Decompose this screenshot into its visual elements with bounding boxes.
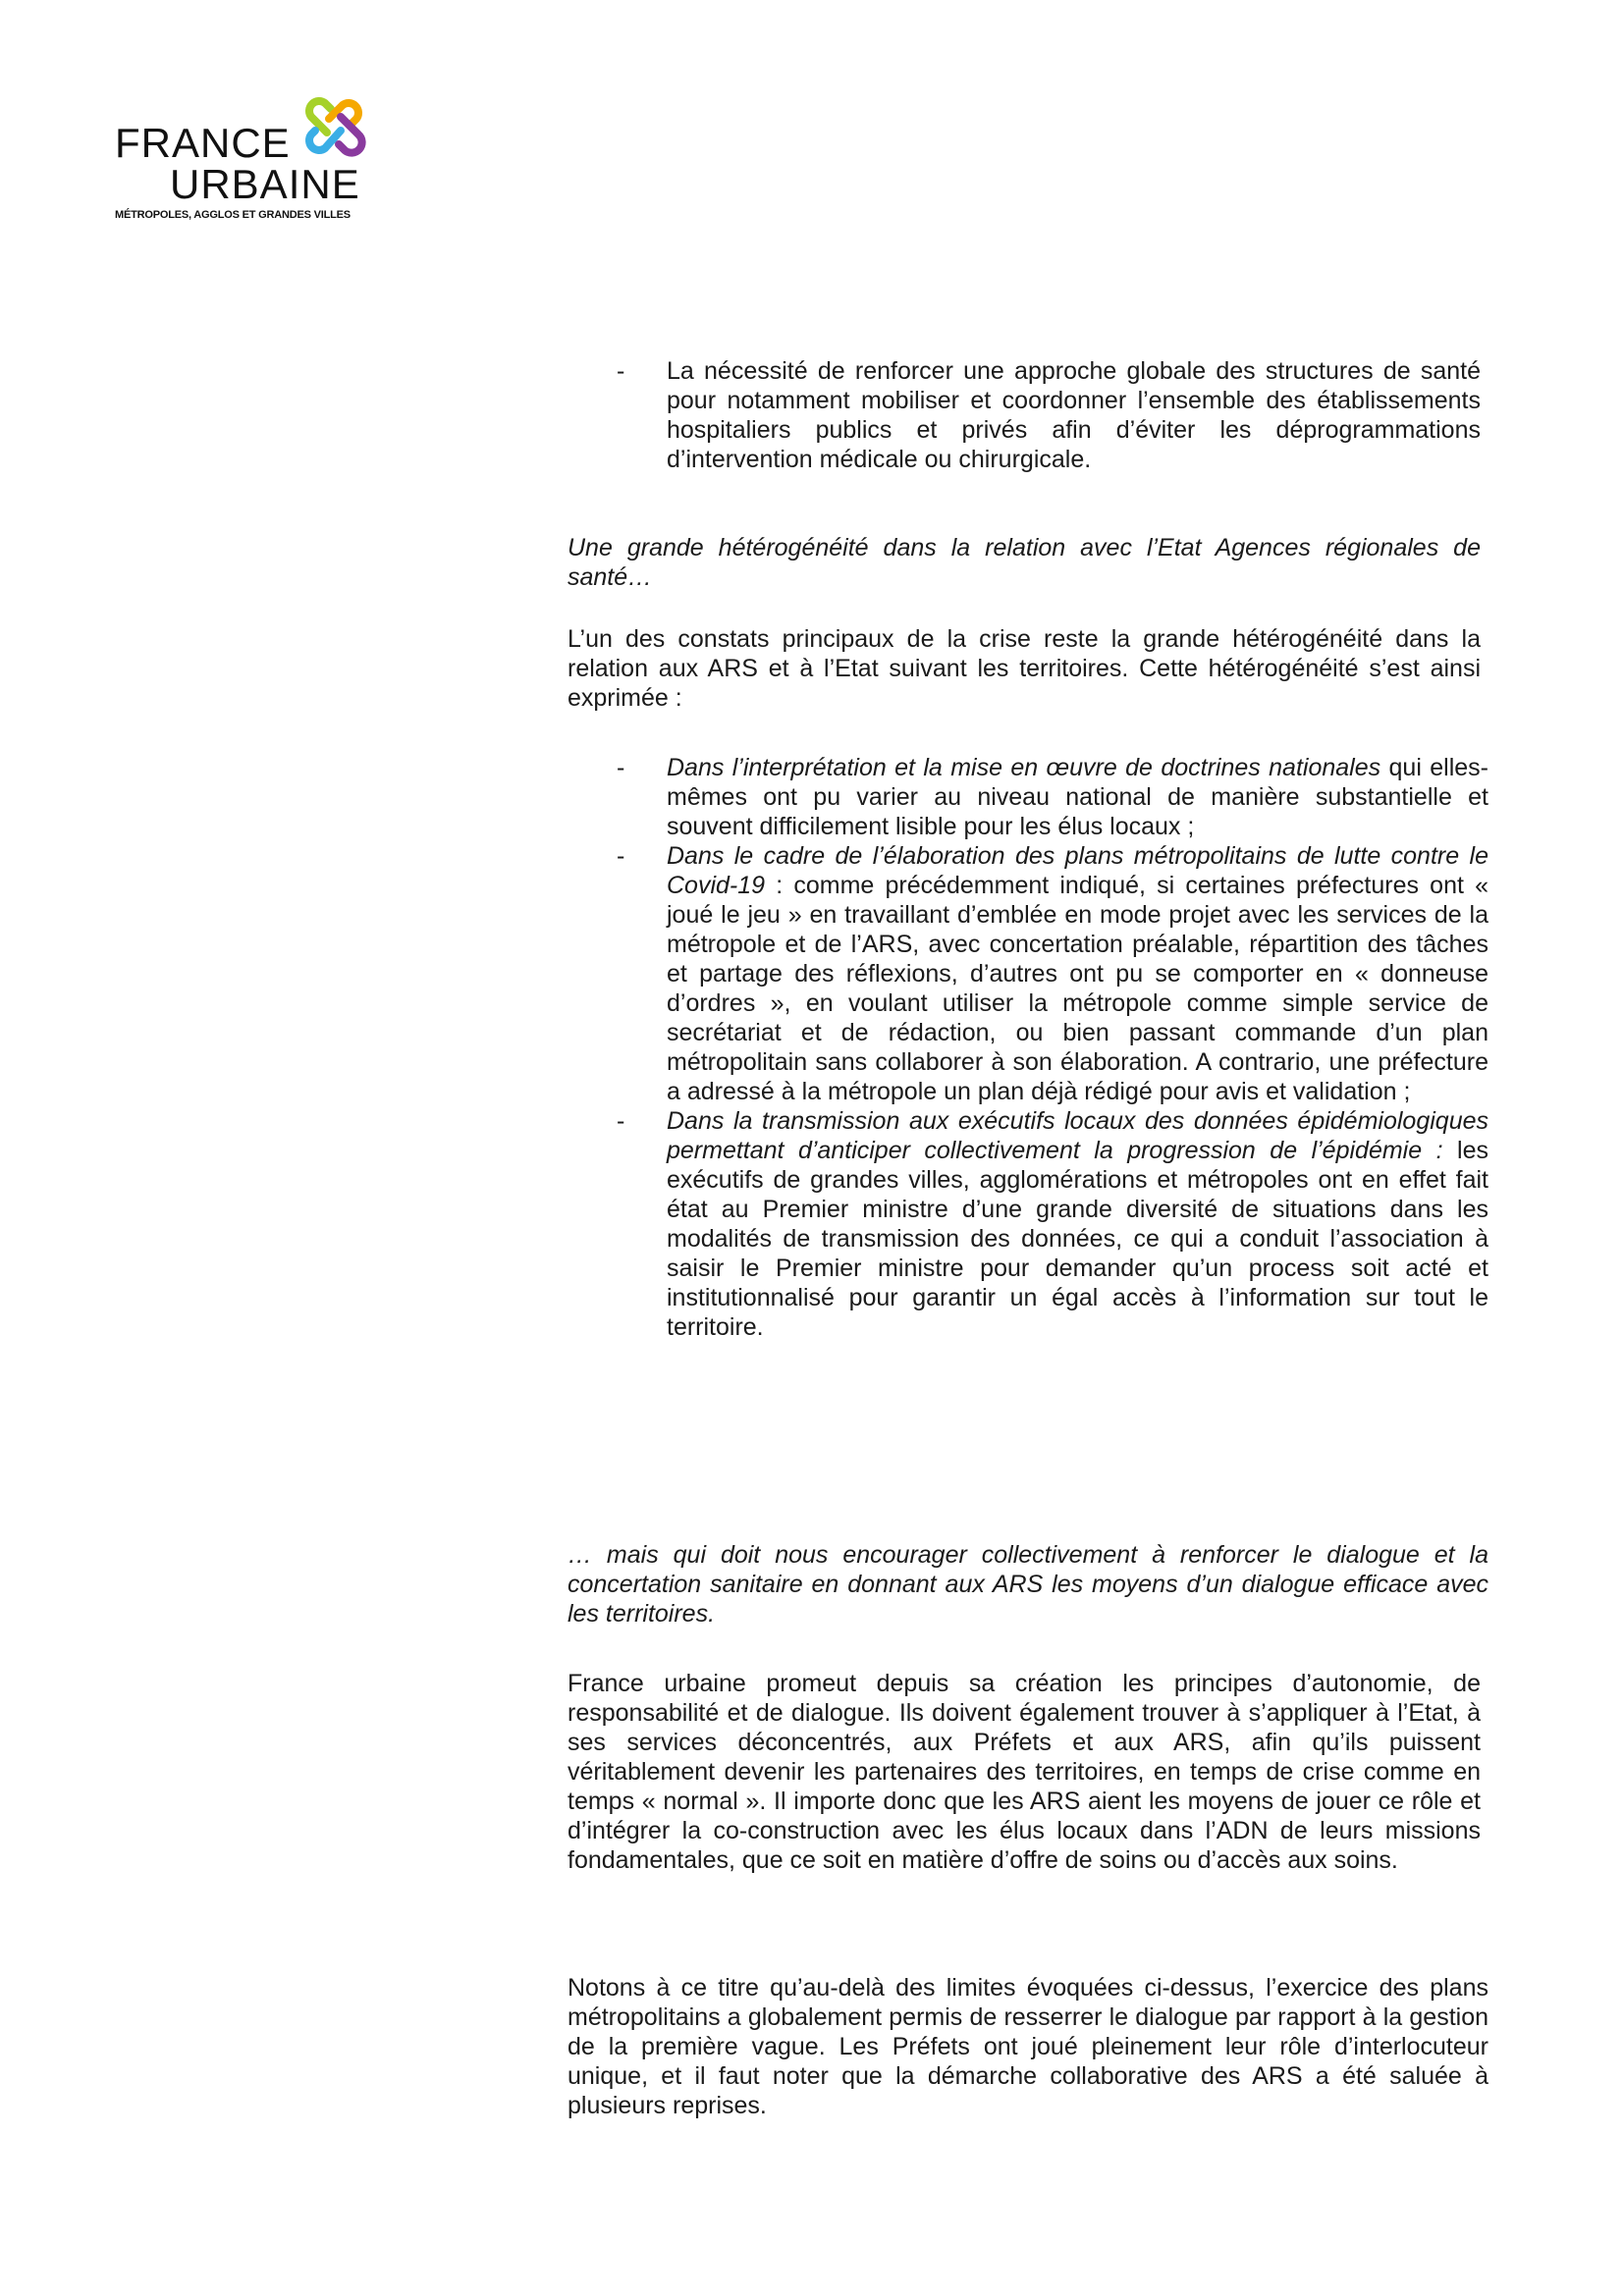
list-item: [568, 356, 1481, 474]
paragraph-1: L’un des constats principaux de la crise reste la grande hétérogénéité dans la relation aux ARS et à l’Etat suivant les territoires. Cette hétérogénéité s’est ainsi exprimée :: [568, 625, 1481, 712]
paragraph-2: France urbaine promeut depuis sa création les principes d’autonomie, de responsabilité et de dialogue. Ils doivent également trouver à s’appliquer à l’Etat, à ses services déconcentrés, aux Préfets et aux ARS, afin qu’ils puissent véritablement devenir les partenaires des territoires, en temps de crise comme en temps « normal ». Il importe donc que les ARS aient les moyens de jouer ce rôle et d’intégrer la co-construction avec les élus locaux dans l’ADN de leurs missions fondamentales, que ce soit en matière d’offre de soins ou d’accès aux soins.: [568, 1670, 1481, 1874]
bullet-dash: -: [617, 1107, 625, 1135]
list-item: [568, 753, 1488, 841]
bullet-dash: -: [617, 357, 625, 385]
list-item: [568, 1106, 1488, 1342]
bullet-dash: -: [617, 754, 625, 781]
list-item-text: les exécutifs de grandes villes, agglomérations et métropoles ont en effet fait état au Premier ministre d’une grande diversité de situations dans les modalités de transmission des données, ce qui a conduit l’association à saisir le Premier ministre pour demander qu’un process soit acté et institutionnalisé pour garantir un égal accès à l’information sur tout le territoire.: [667, 1137, 1488, 1341]
paragraph-3: Notons à ce titre qu’au-delà des limites évoquées ci-dessus, l’exercice des plans métropolitains a globalement permis de resserrer le dialogue par rapport à la gestion de la première vague. Les Préfets ont joué pleinement leur rôle d’interlocuteur unique, et il faut noter que la démarche collaborative des ARS a été saluée à plusieurs reprises.: [568, 1974, 1488, 2119]
list-item-text: La nécessité de renforcer une approche globale des structures de santé pour notamment mobiliser et coordonner l’ensemble des établissements hospitaliers publics et privés afin d’éviter les déprogrammations d’intervention médicale ou chirurgicale.: [667, 357, 1481, 473]
france-urbaine-logo: [113, 93, 378, 226]
logo-word-urbaine: URBAINE: [170, 161, 360, 207]
intro-list: [568, 356, 1481, 474]
list-item-lead: Dans le cadre de l’élaboration des plans métropolitains de lutte contre le Covid-19: [667, 842, 1488, 899]
heterogeneity-list: [568, 753, 1488, 1342]
list-item: [568, 841, 1488, 1106]
logo-tagline: MÉTROPOLES, AGGLOS ET GRANDES VILLES: [115, 209, 351, 221]
list-item-lead: Dans la transmission aux exécutifs locaux des données épidémiologiques permettant d’anticiper collectivement la progression de l’épidémie :: [667, 1107, 1488, 1164]
logo-knot-icon: [298, 93, 371, 164]
list-item-text: : comme précédemment indiqué, si certaines préfectures ont « joué le jeu » en travaillant d’emblée en mode projet avec les services de la métropole et de l’ARS, avec concertation préalable, répartition des tâches et partage des réflexions, d’autres ont pu se comporter en « donneuse d’ordres », en voulant utiliser la métropole comme simple service de secrétariat et de rédaction, ou bien passant commande d’un plan métropolitain sans collaborer à son élaboration. A contrario, une préfecture a adressé à la métropole un plan déjà rédigé pour avis et validation ;: [667, 872, 1488, 1105]
bullet-dash: -: [617, 842, 625, 870]
logo-word-france: FRANCE: [115, 120, 291, 166]
section-heading-2: … mais qui doit nous encourager collectivement à renforcer le dialogue et la concertation sanitaire en donnant aux ARS les moyens d’un dialogue efficace avec les territoires.: [568, 1541, 1488, 1628]
section-heading-1: Une grande hétérogénéité dans la relation avec l’Etat Agences régionales de santé…: [568, 534, 1481, 591]
list-item-text: qui elles-mêmes ont pu varier au niveau national de manière substantielle et souvent difficilement lisible pour les élus locaux ;: [667, 754, 1488, 840]
list-item-lead: Dans l’interprétation et la mise en œuvre de doctrines nationales: [667, 754, 1381, 781]
